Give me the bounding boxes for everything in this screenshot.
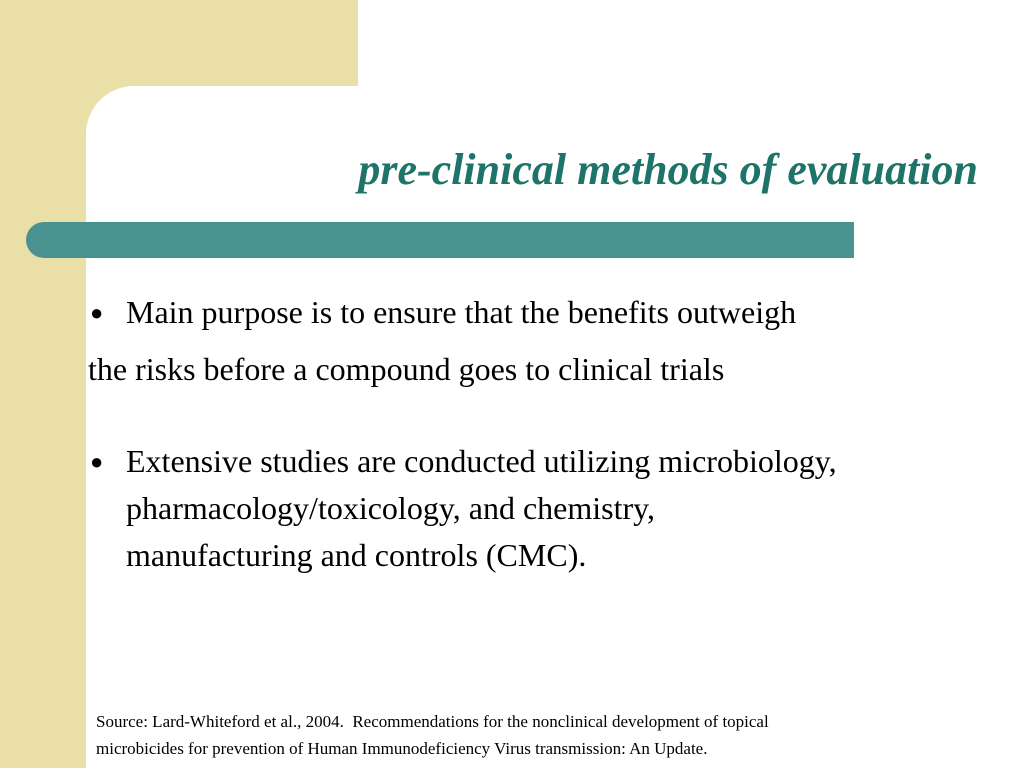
bullet-2-line-3: manufacturing and controls (CMC). <box>126 537 587 573</box>
bullet-2-dot: ● <box>90 449 104 474</box>
source-line-1: Source: Lard-Whiteford et al., 2004. Recommendations for the nonclinical development of topical <box>96 712 769 731</box>
bullet-2-line-1: Extensive studies are conducted utilizing microbiology, <box>126 443 837 479</box>
background-left-strip <box>0 0 86 768</box>
bullet-1-line-2: the risks before a compound goes to clinical trials <box>88 351 725 387</box>
bullet-1-line-1: Main purpose is to ensure that the benefits outweigh <box>126 294 797 330</box>
title-underline-bar <box>26 222 854 258</box>
slide-title: pre-clinical methods of evaluation <box>358 145 978 194</box>
source-line-2: microbicides for prevention of Human Immunodeficiency Virus transmission: An Update. <box>96 739 708 758</box>
bullet-1-dot: ● <box>90 300 104 325</box>
bullet-2-line-2: pharmacology/toxicology, and chemistry, <box>126 490 656 526</box>
source-citation <box>96 708 1016 762</box>
